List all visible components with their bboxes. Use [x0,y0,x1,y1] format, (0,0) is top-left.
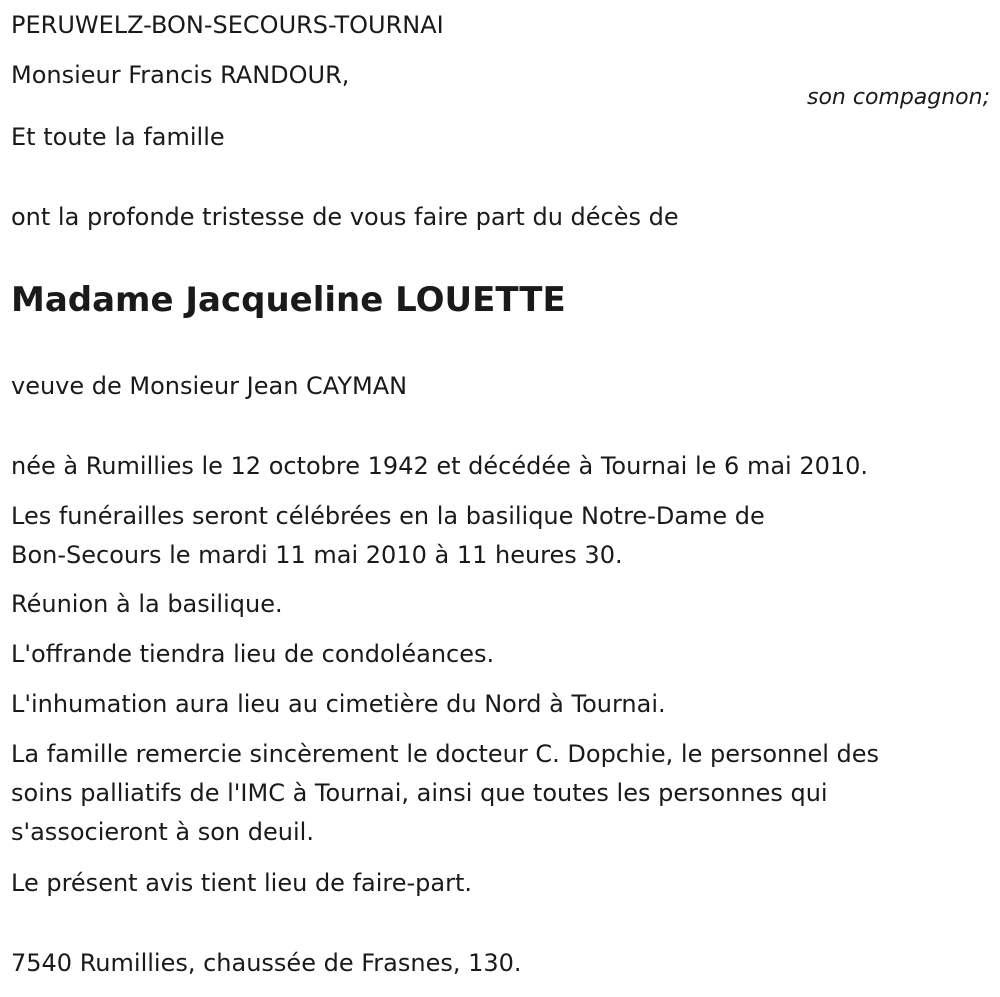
location-heading: PERUWELZ-BON-SECOURS-TOURNAI [11,11,444,39]
partner-name: Monsieur Francis RANDOUR, [11,61,350,89]
announcement-text: ont la profonde tristesse de vous faire part du décès de [11,203,679,231]
address-text: 7540 Rumillies, chaussée de Frasnes, 130. [11,949,522,977]
thanks-line-1: La famille remercie sincèrement le docteur C. Dopchie, le personnel des [11,740,880,768]
family-line: Et toute la famille [11,123,225,151]
deceased-name: Madame Jacqueline LOUETTE [11,280,566,320]
birth-death-text: née à Rumillies le 12 octobre 1942 et décédée à Tournai le 6 mai 2010. [11,452,869,480]
meeting-text: Réunion à la basilique. [11,590,283,618]
thanks-line-3: s'associeront à son deuil. [11,818,314,846]
notice-text: Le présent avis tient lieu de faire-part. [11,869,473,897]
burial-text: L'inhumation aura lieu au cimetière du Nord à Tournai. [11,690,666,718]
offering-text: L'offrande tiendra lieu de condoléances. [11,640,495,668]
partner-role: son compagnon; [806,85,990,110]
thanks-line-2: soins palliatifs de l'IMC à Tournai, ainsi que toutes les personnes qui [11,779,828,807]
funeral-line-1: Les funérailles seront célébrées en la basilique Notre-Dame de [11,502,765,530]
funeral-line-2: Bon-Secours le mardi 11 mai 2010 à 11 heures 30. [11,541,623,569]
widow-of-text: veuve de Monsieur Jean CAYMAN [11,372,408,400]
